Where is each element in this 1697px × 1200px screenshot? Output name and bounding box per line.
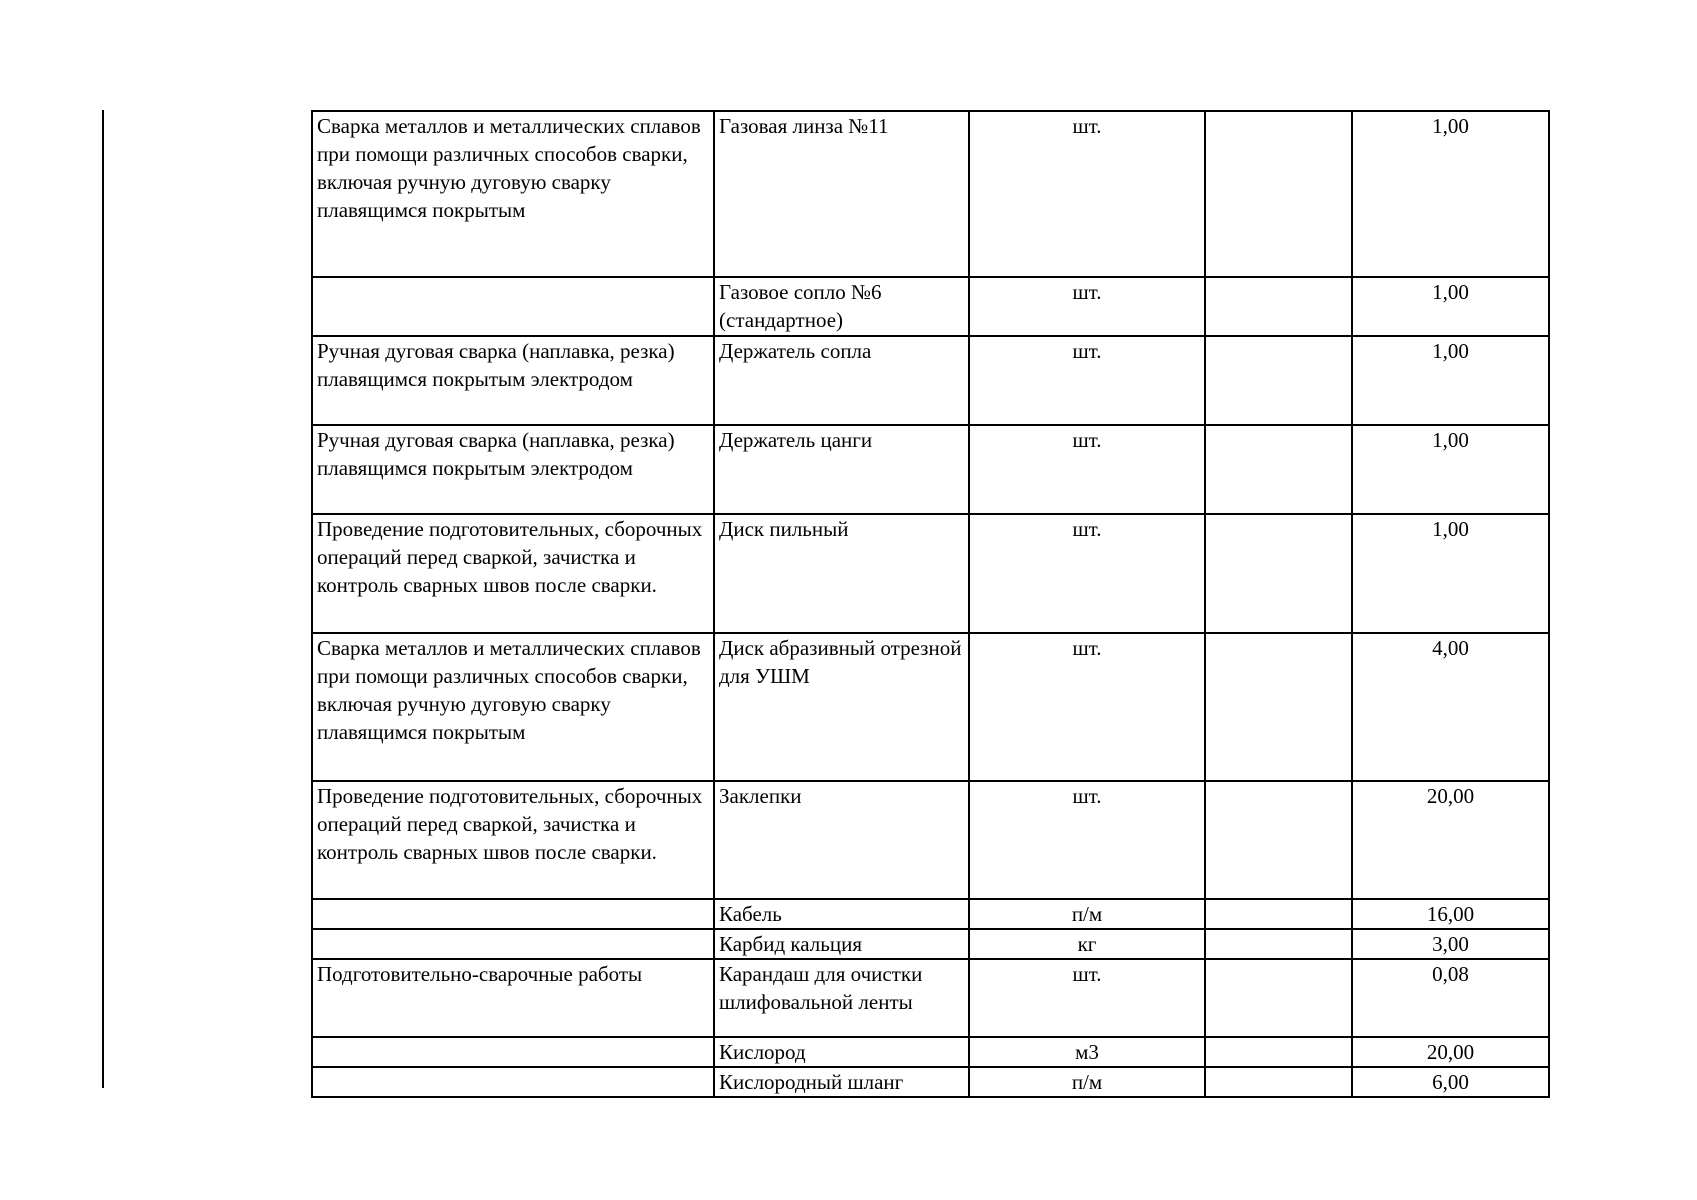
quantity-cell: 1,00 xyxy=(1352,111,1549,277)
empty-cell xyxy=(1205,277,1352,336)
table-row xyxy=(312,781,1549,899)
work-cell: Сварка металлов и металлических сплавов при помощи различных способов сварки, включая ручную дуговую сварку плавящимся покрытым xyxy=(312,633,714,781)
unit-cell: шт. xyxy=(969,514,1205,633)
table-row xyxy=(312,1067,1549,1097)
unit-cell: шт. xyxy=(969,336,1205,425)
empty-cell xyxy=(1205,633,1352,781)
empty-cell xyxy=(1205,781,1352,899)
material-name-cell: Карандаш для очистки шлифовальной ленты xyxy=(714,959,969,1037)
empty-cell xyxy=(1205,1067,1352,1097)
unit-cell: шт. xyxy=(969,959,1205,1037)
work-cell: Проведение подготовительных, сборочных операций перед сваркой, зачистка и контроль сварных швов после сварки. xyxy=(312,781,714,899)
materials-table xyxy=(311,110,1550,1098)
material-name-cell: Диск абразивный отрезной для УШМ xyxy=(714,633,969,781)
quantity-cell: 1,00 xyxy=(1352,277,1549,336)
material-name-cell: Диск пильный xyxy=(714,514,969,633)
work-cell: Сварка металлов и металлических сплавов при помощи различных способов сварки, включая ручную дуговую сварку плавящимся покрытым xyxy=(312,111,714,277)
empty-cell xyxy=(1205,514,1352,633)
table-row xyxy=(312,425,1549,514)
unit-cell: кг xyxy=(969,929,1205,959)
material-name-cell: Карбид кальция xyxy=(714,929,969,959)
empty-cell xyxy=(1205,111,1352,277)
empty-cell xyxy=(1205,959,1352,1037)
material-name-cell: Заклепки xyxy=(714,781,969,899)
empty-cell xyxy=(1205,899,1352,929)
work-cell xyxy=(312,899,714,929)
table-row xyxy=(312,929,1549,959)
quantity-cell: 20,00 xyxy=(1352,1037,1549,1067)
empty-cell xyxy=(1205,929,1352,959)
material-name-cell: Газовая линза №11 xyxy=(714,111,969,277)
quantity-cell: 1,00 xyxy=(1352,425,1549,514)
unit-cell: шт. xyxy=(969,111,1205,277)
work-cell: Проведение подготовительных, сборочных операций перед сваркой, зачистка и контроль сварных швов после сварки. xyxy=(312,514,714,633)
work-cell: Ручная дуговая сварка (наплавка, резка) плавящимся покрытым электродом xyxy=(312,336,714,425)
empty-cell xyxy=(1205,336,1352,425)
work-cell: Ручная дуговая сварка (наплавка, резка) плавящимся покрытым электродом xyxy=(312,425,714,514)
quantity-cell: 0,08 xyxy=(1352,959,1549,1037)
quantity-cell: 1,00 xyxy=(1352,514,1549,633)
unit-cell: шт. xyxy=(969,277,1205,336)
material-name-cell: Держатель цанги xyxy=(714,425,969,514)
quantity-cell: 4,00 xyxy=(1352,633,1549,781)
work-cell xyxy=(312,1037,714,1067)
unit-cell: м3 xyxy=(969,1037,1205,1067)
table-row xyxy=(312,899,1549,929)
quantity-cell: 3,00 xyxy=(1352,929,1549,959)
material-name-cell: Кислород xyxy=(714,1037,969,1067)
quantity-cell: 16,00 xyxy=(1352,899,1549,929)
unit-cell: п/м xyxy=(969,899,1205,929)
material-name-cell: Кабель xyxy=(714,899,969,929)
table-row xyxy=(312,1037,1549,1067)
work-cell xyxy=(312,1067,714,1097)
left-margin-rule xyxy=(102,110,104,1088)
empty-cell xyxy=(1205,425,1352,514)
quantity-cell: 1,00 xyxy=(1352,336,1549,425)
table-row xyxy=(312,514,1549,633)
quantity-cell: 6,00 xyxy=(1352,1067,1549,1097)
material-name-cell: Кислородный шланг xyxy=(714,1067,969,1097)
table-row xyxy=(312,959,1549,1037)
material-name-cell: Газовое сопло №6 (стандартное) xyxy=(714,277,969,336)
unit-cell: шт. xyxy=(969,633,1205,781)
table-row xyxy=(312,111,1549,277)
work-cell xyxy=(312,277,714,336)
unit-cell: п/м xyxy=(969,1067,1205,1097)
unit-cell: шт. xyxy=(969,781,1205,899)
material-name-cell: Держатель сопла xyxy=(714,336,969,425)
empty-cell xyxy=(1205,1037,1352,1067)
work-cell xyxy=(312,929,714,959)
table-row xyxy=(312,336,1549,425)
unit-cell: шт. xyxy=(969,425,1205,514)
quantity-cell: 20,00 xyxy=(1352,781,1549,899)
work-cell: Подготовительно-сварочные работы xyxy=(312,959,714,1037)
table-row xyxy=(312,277,1549,336)
table-row xyxy=(312,633,1549,781)
